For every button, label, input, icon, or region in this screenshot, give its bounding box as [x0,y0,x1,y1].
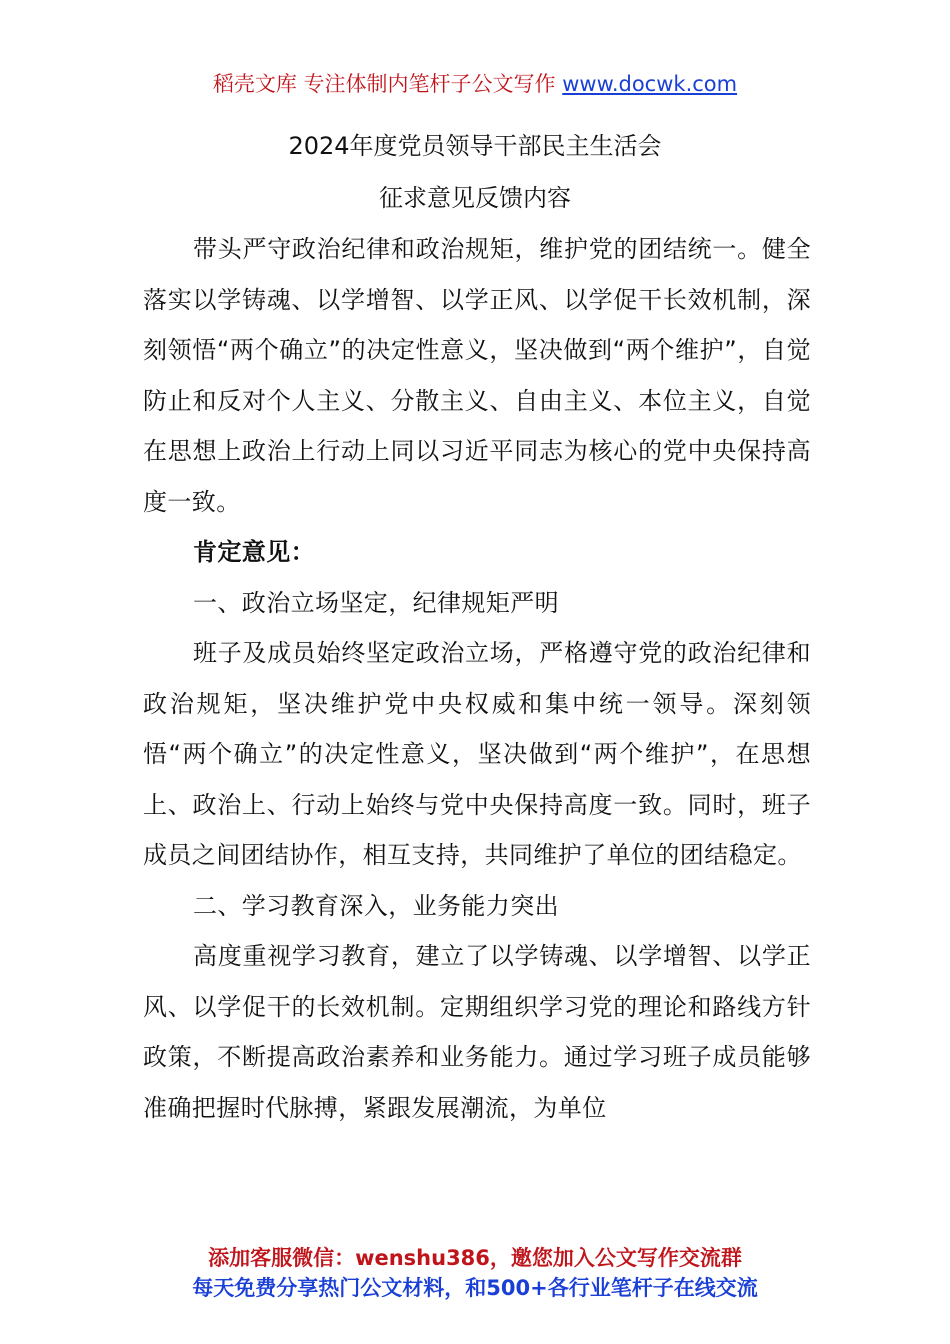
header-text: 稻壳文库 专注体制内笔杆子公文写作 [212,72,563,96]
paragraph-1: 班子及成员始终坚定政治立场，严格遵守党的政治纪律和政治规矩，坚决维护党中央权威和集中统一领导。深刻领悟“两个确立”的决定性意义，坚决做到“两个维护”，在思想上、政治上、行动上始终与党中央保持高度一致。同时，班子成员之间团结协作，相互支持，共同维护了单位的团结稳定。 [143,639,811,869]
paragraph-intro: 带头严守政治纪律和政治规矩，维护党的团结统一。健全落实以学铸魂、以学增智、以学正风、以学促干长效机制，深刻领悟“两个确立”的决定性意义，坚决做到“两个维护”，自觉防止和反对个人主义、分散主义、自由主义、本位主义，自觉在思想上政治上行动上同以习近平同志为核心的党中央保持高度一致。 [143,235,811,516]
section-heading-positive: 肯定意见： [193,538,315,566]
site-header [0,68,950,98]
site-link[interactable]: www.docwk.com [562,72,738,96]
footer-line-2: 每天免费分享热门公文材料，和500+各行业笔杆子在线交流 [192,1276,758,1300]
footer-line-1: 添加客服微信：wenshu386，邀您加入公文写作交流群 [208,1246,742,1270]
doc-subtitle: 征求意见反馈内容 [379,184,571,212]
doc-title: 2024年度党员领导干部民主生活会 [288,132,662,160]
paragraph-2: 高度重视学习教育，建立了以学铸魂、以学增智、以学正风、以学促干的长效机制。定期组织学习党的理论和路线方针政策，不断提高政治素养和业务能力。通过学习班子成员能够准确把握时代脉搏，紧跟发展潮流，为单位 [143,942,811,1122]
subheading-1: 一、政治立场坚定，纪律规矩严明 [193,588,559,617]
subheading-2: 二、学习教育深入，业务能力突出 [193,891,559,920]
doc-body [143,224,811,1133]
